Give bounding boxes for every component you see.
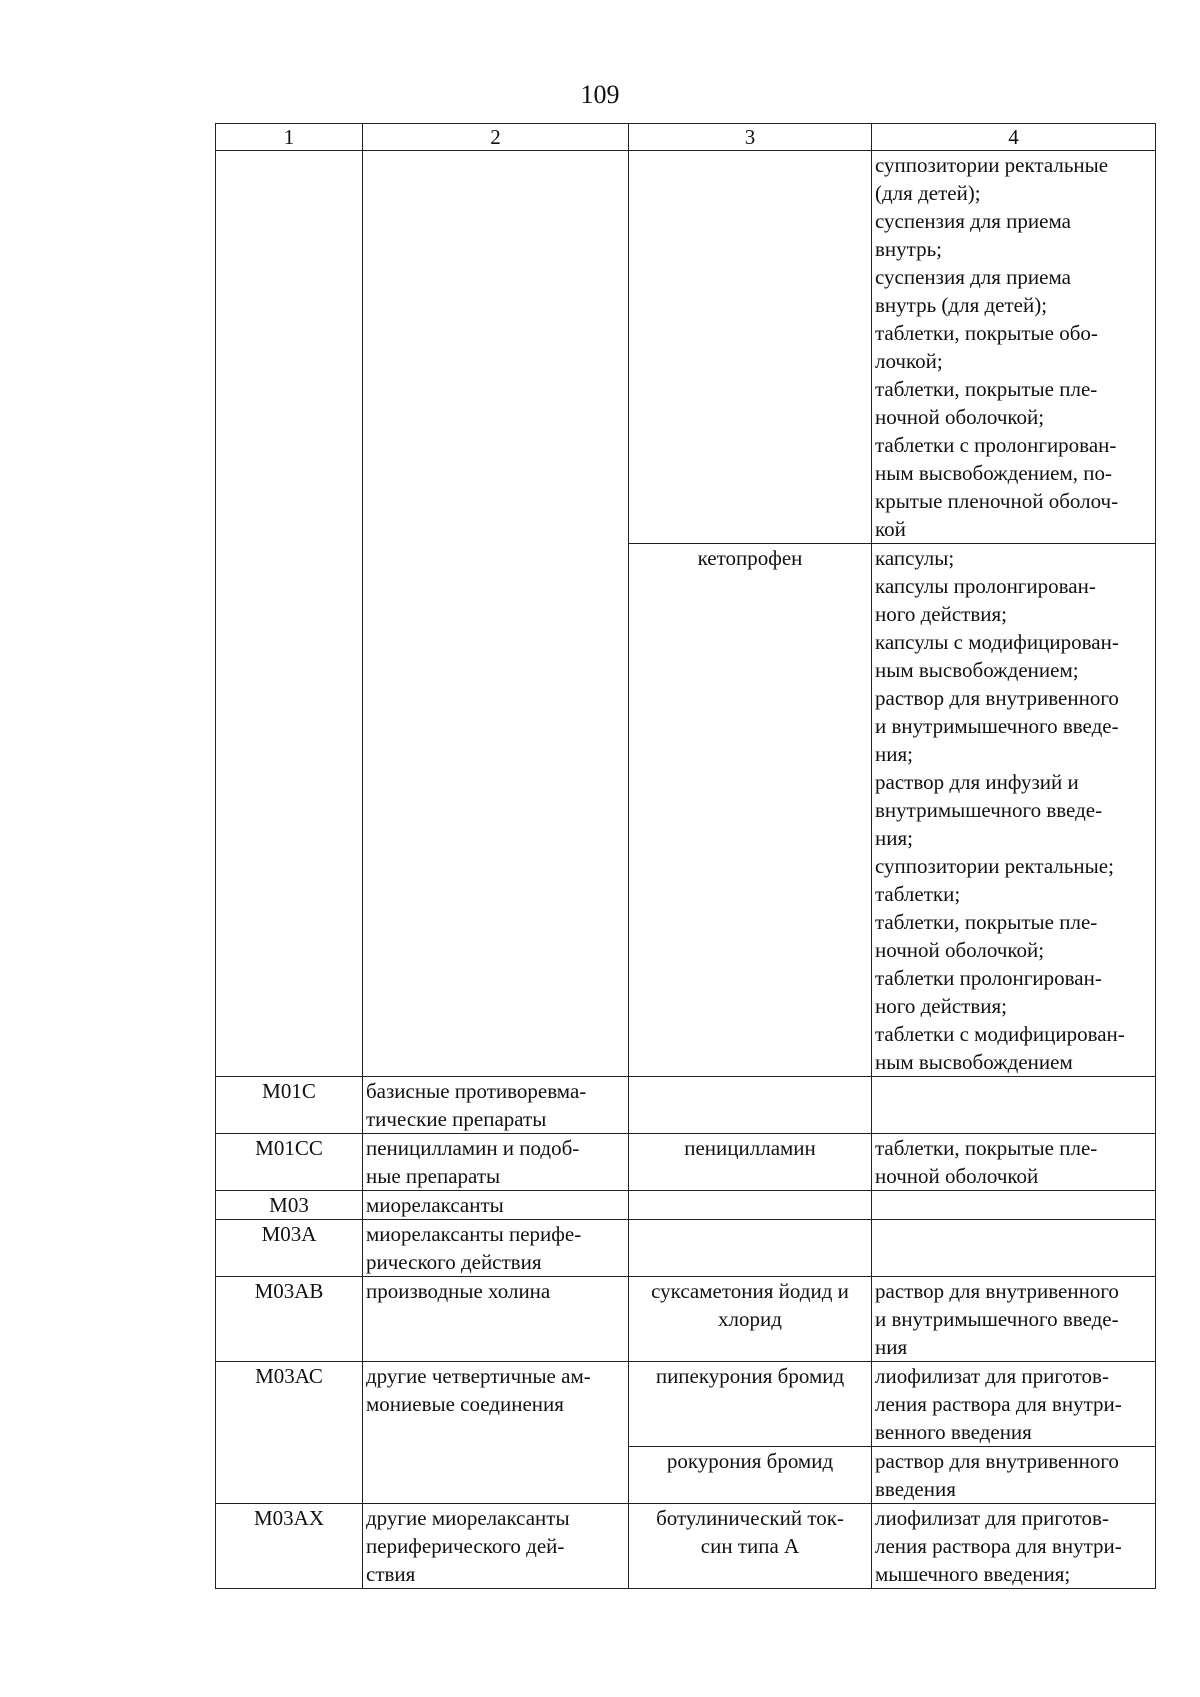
text-line: пеницилламин xyxy=(684,1136,816,1160)
group-lines xyxy=(366,1277,625,1305)
forms-cell xyxy=(872,1077,1156,1134)
drug-lines xyxy=(632,1362,868,1390)
text-line: ного действия; xyxy=(875,602,1007,626)
group-lines xyxy=(366,1191,625,1219)
forms-cell xyxy=(872,1220,1156,1277)
drug-lines xyxy=(632,1134,868,1162)
group-cell xyxy=(363,1277,629,1362)
text-line: пипекурония бромид xyxy=(655,1364,845,1388)
group-cell xyxy=(363,1220,629,1277)
text-line: син типа А xyxy=(700,1534,800,1558)
text-line: ния; xyxy=(875,826,913,850)
text-line: ночной оболочкой; xyxy=(875,938,1045,962)
forms-cell xyxy=(872,1362,1156,1447)
group-cell xyxy=(363,1077,629,1134)
text-line: капсулы пролонгирован- xyxy=(875,574,1096,598)
code-cell: М01С xyxy=(216,1077,363,1134)
text-line: ления раствора для внутри- xyxy=(875,1534,1122,1558)
code-cell: М01СС xyxy=(216,1134,363,1191)
text-line: суспензия для приема xyxy=(875,265,1071,289)
drug-cell xyxy=(629,1362,872,1447)
text-line: ным высвобождением xyxy=(875,1050,1073,1074)
code-cell: М03АС xyxy=(216,1362,363,1504)
column-number-3: 3 xyxy=(629,124,872,151)
table-row xyxy=(216,1362,1156,1447)
drug-cell xyxy=(629,544,872,1077)
text-line: таблетки, покрытые обо- xyxy=(875,321,1098,345)
table-row xyxy=(216,1504,1156,1589)
text-line: раствор для внутривенного xyxy=(875,1449,1119,1473)
code-cell xyxy=(216,151,363,1077)
column-number-1: 1 xyxy=(216,124,363,151)
text-line: (для детей); xyxy=(875,181,981,205)
text-line: ния xyxy=(875,1335,908,1359)
table-row xyxy=(216,1220,1156,1277)
text-line: лочкой; xyxy=(875,349,943,373)
text-line: раствор для внутривенного xyxy=(875,1279,1119,1303)
forms-cell xyxy=(872,1191,1156,1220)
drug-cell xyxy=(629,1077,872,1134)
forms-lines xyxy=(875,1362,1152,1446)
code-cell: М03АХ xyxy=(216,1504,363,1589)
drug-cell xyxy=(629,1504,872,1589)
text-line: таблетки, покрытые пле- xyxy=(875,910,1098,934)
code-cell: М03 xyxy=(216,1191,363,1220)
forms-lines xyxy=(875,1447,1152,1503)
text-line: периферического дей- xyxy=(366,1534,565,1558)
text-line: капсулы с модифицирован- xyxy=(875,630,1119,654)
text-line: капсулы; xyxy=(875,546,955,570)
forms-cell xyxy=(872,1504,1156,1589)
drug-name: кетопрофен xyxy=(697,546,803,570)
drug-lines xyxy=(632,1504,868,1560)
text-line: таблетки, покрытые пле- xyxy=(875,1136,1098,1160)
text-line: ного действия; xyxy=(875,994,1007,1018)
text-line: другие четвертичные ам- xyxy=(366,1364,591,1388)
table-row xyxy=(216,1191,1156,1220)
text-line: базисные противоревма- xyxy=(366,1079,587,1103)
text-line: ния; xyxy=(875,742,913,766)
text-line: раствор для инфузий и xyxy=(875,770,1079,794)
column-number-4: 4 xyxy=(872,124,1156,151)
text-line: таблетки с модифицирован- xyxy=(875,1022,1125,1046)
forms-lines xyxy=(875,544,1152,1076)
text-line: лиофилизат для приготов- xyxy=(875,1506,1109,1530)
group-lines xyxy=(366,1362,625,1418)
group-cell xyxy=(363,151,629,1077)
code-cell: М03А xyxy=(216,1220,363,1277)
text-line: мониевые соединения xyxy=(366,1392,564,1416)
text-line: производные холина xyxy=(366,1279,551,1303)
table-row xyxy=(216,1134,1156,1191)
text-line: ления раствора для внутри- xyxy=(875,1392,1122,1416)
column-number-row xyxy=(216,124,1156,151)
text-line: миорелаксанты xyxy=(366,1193,504,1217)
text-line: лиофилизат для приготов- xyxy=(875,1364,1109,1388)
text-line: суппозитории ректальные; xyxy=(875,854,1114,878)
drug-cell xyxy=(629,1191,872,1220)
column-number-2: 2 xyxy=(363,124,629,151)
text-line: раствор для внутривенного xyxy=(875,686,1119,710)
text-line: ботулинический ток- xyxy=(656,1506,844,1530)
drug-cell xyxy=(629,1220,872,1277)
text-line: суспензия для приема xyxy=(875,209,1071,233)
text-line: кой xyxy=(875,517,906,541)
drug-lines xyxy=(632,1277,868,1333)
text-line: венного введения xyxy=(875,1420,1032,1444)
text-line: суксаметония йодид и xyxy=(651,1279,849,1303)
text-line: хлорид xyxy=(718,1307,782,1331)
forms-cell xyxy=(872,1134,1156,1191)
group-cell xyxy=(363,1191,629,1220)
text-line: и внутримышечного введе- xyxy=(875,1307,1119,1331)
forms-cell xyxy=(872,1277,1156,1362)
forms-cell xyxy=(872,151,1156,544)
text-line: миорелаксанты перифе- xyxy=(366,1222,582,1246)
text-line: ночной оболочкой; xyxy=(875,405,1045,429)
code-cell: М03АВ xyxy=(216,1277,363,1362)
text-line: ные препараты xyxy=(366,1164,501,1188)
text-line: таблетки с пролонгирован- xyxy=(875,433,1117,457)
text-line: внутрь (для детей); xyxy=(875,293,1048,317)
forms-lines xyxy=(875,1134,1152,1190)
text-line: ным высвобождением; xyxy=(875,658,1079,682)
text-line: внутрь; xyxy=(875,237,942,261)
text-line: мышечного введения; xyxy=(875,1562,1071,1586)
text-line: внутримышечного введе- xyxy=(875,798,1103,822)
table-row xyxy=(216,151,1156,544)
text-line: таблетки; xyxy=(875,882,961,906)
drug-lines xyxy=(632,1447,868,1475)
forms-lines xyxy=(875,151,1152,543)
table-row xyxy=(216,1277,1156,1362)
text-line: пеницилламин и подоб- xyxy=(366,1136,580,1160)
text-line: крытые пленочной оболоч- xyxy=(875,489,1119,513)
text-line: другие миорелаксанты xyxy=(366,1506,570,1530)
drug-cell xyxy=(629,151,872,544)
group-lines xyxy=(366,1077,625,1133)
forms-cell xyxy=(872,544,1156,1077)
drug-cell xyxy=(629,1277,872,1362)
text-line: ным высвобождением, по- xyxy=(875,461,1112,485)
text-line: рокурония бромид xyxy=(666,1449,834,1473)
text-line: ночной оболочкой xyxy=(875,1164,1039,1188)
group-lines xyxy=(366,1220,625,1276)
text-line: суппозитории ректальные xyxy=(875,153,1109,177)
group-lines xyxy=(366,1134,625,1190)
group-lines xyxy=(366,1504,625,1588)
text-line: и внутримышечного введе- xyxy=(875,714,1119,738)
text-line: введения xyxy=(875,1477,956,1501)
table-row xyxy=(216,1077,1156,1134)
group-cell xyxy=(363,1504,629,1589)
text-line: тические препараты xyxy=(366,1107,547,1131)
text-line: таблетки пролонгирован- xyxy=(875,966,1102,990)
forms-lines xyxy=(875,1504,1152,1588)
group-cell xyxy=(363,1134,629,1191)
drug-cell xyxy=(629,1134,872,1191)
text-line: рического действия xyxy=(366,1250,542,1274)
page-number: 109 xyxy=(580,80,620,109)
medication-table xyxy=(215,123,1156,1589)
text-line: ствия xyxy=(366,1562,416,1586)
forms-lines xyxy=(875,1277,1152,1361)
drug-cell xyxy=(629,1447,872,1504)
forms-cell xyxy=(872,1447,1156,1504)
group-cell xyxy=(363,1362,629,1504)
text-line: таблетки, покрытые пле- xyxy=(875,377,1098,401)
